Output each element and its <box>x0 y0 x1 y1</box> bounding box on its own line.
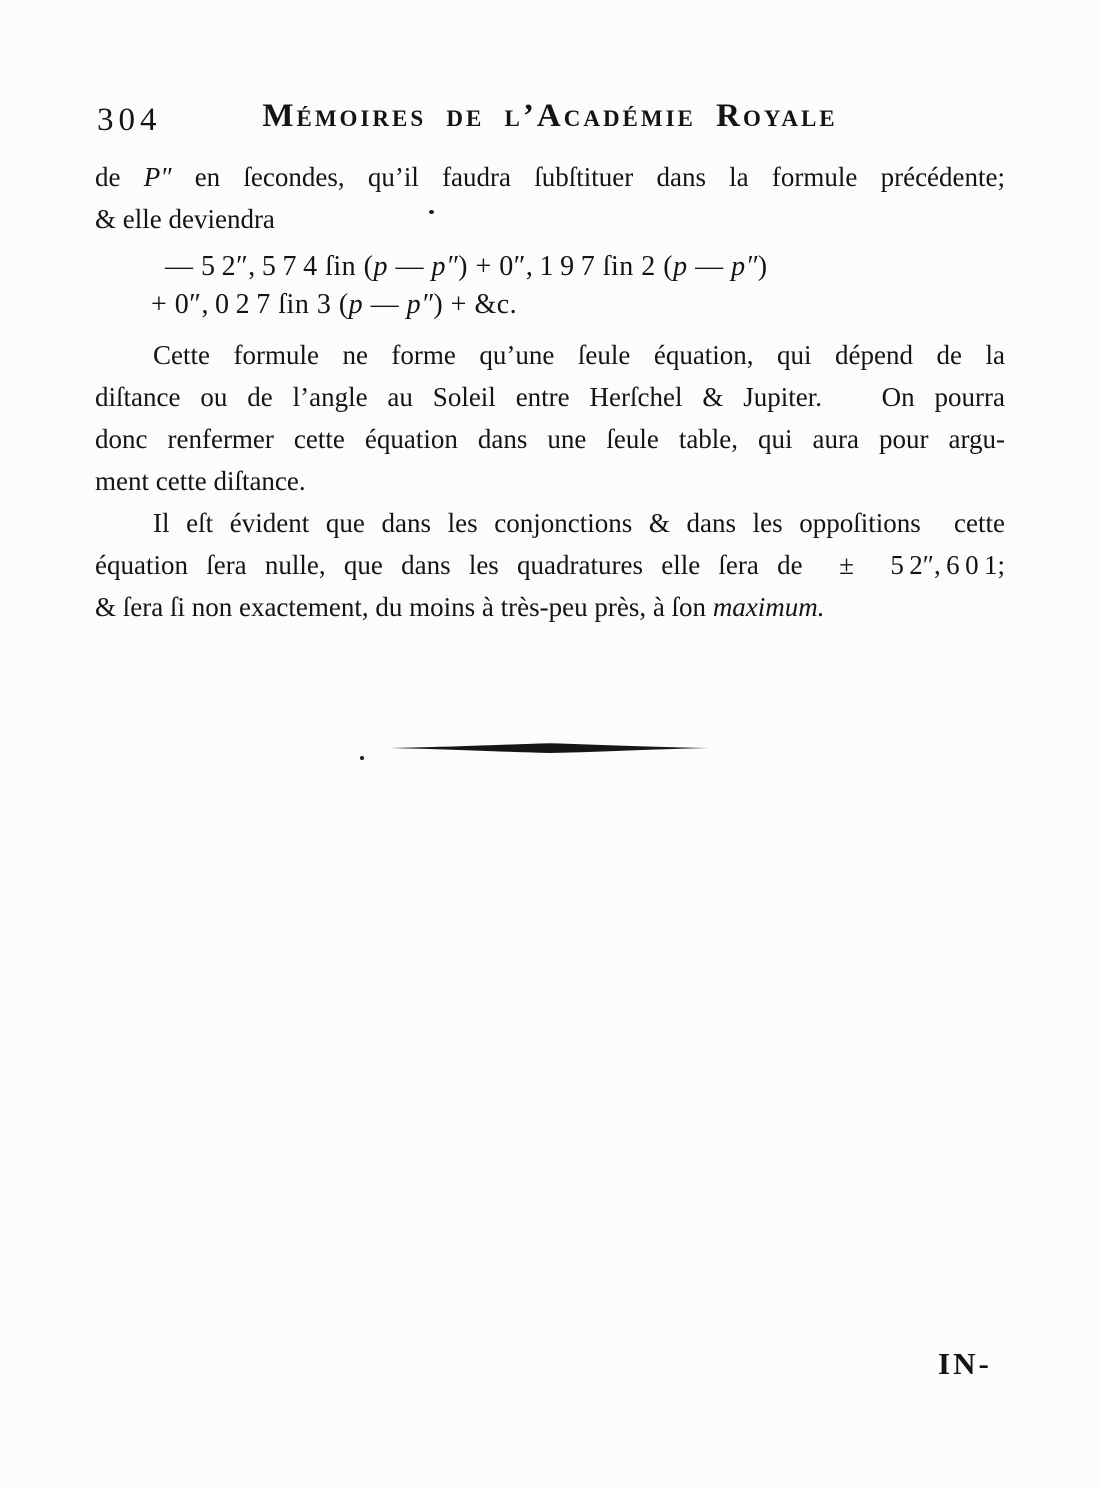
paragraph-1-line-4: ment cette diſtance. <box>95 466 306 496</box>
variable-P-doubleprime: P″ <box>143 162 172 192</box>
formula-segment: — 5 2″, 5 7 4 ſin ( <box>165 251 374 282</box>
minus-operator: — <box>687 251 732 282</box>
formula-segment: + 0″, 0 2 7 ſin 3 ( <box>151 289 349 320</box>
intro-line-1 <box>95 156 1005 198</box>
paragraph-1 <box>95 334 1005 502</box>
paragraph-1-line-2: diſtance ou de l’angle au Soleil entre Herſchel & Jupiter. On pourra <box>95 382 1005 412</box>
formula-segment: ) + &c. <box>433 289 518 320</box>
minus-operator: — <box>363 289 407 320</box>
variable-p: p <box>373 251 388 282</box>
paragraph-1-line-3: donc renfermer cette équation dans une ſeule table, qui aura pour argu- <box>95 424 1005 454</box>
minus-operator: — <box>387 251 432 282</box>
ink-speck <box>360 756 364 760</box>
formula-segment: ) + 0″, 1 9 7 ſin 2 ( <box>458 251 674 282</box>
equation-line-2 <box>151 286 1005 324</box>
variable-p-doubleprime: p″ <box>731 251 758 282</box>
variable-p-doubleprime: p″ <box>406 289 434 320</box>
paragraph-2-line-1: Il eſt évident que dans les conjonctions & dans les oppoſitions cette <box>153 508 1005 538</box>
variable-p: p <box>673 251 688 282</box>
formula-segment: ) <box>757 251 768 282</box>
equation-line-1 <box>151 248 1005 286</box>
variable-p-doubleprime: p″ <box>431 251 459 282</box>
ink-speck <box>429 210 434 214</box>
page-number: 304 <box>97 102 162 138</box>
section-divider <box>0 740 1100 756</box>
text-segment: de <box>95 162 144 192</box>
catchword: IN- <box>938 1346 992 1381</box>
intro-line-2: & elle deviendra <box>95 204 275 234</box>
text-segment: en ſecondes, qu’il faudra ſubſtituer dans la formule précédente; <box>171 162 1006 192</box>
paragraph-2 <box>95 502 1005 628</box>
variable-p: p <box>348 289 364 320</box>
text-block <box>95 156 1005 628</box>
paragraph-1-line-1: Cette formule ne forme qu’une ſeule équation, qui dépend de la <box>153 340 1005 370</box>
text-segment: & ſera ſi non exactement, du moins à très-peu près, à ſon <box>95 592 713 622</box>
equation-block <box>151 248 1005 324</box>
tapered-rule-icon <box>389 740 711 756</box>
paragraph-2-line-2: équation ſera nulle, que dans les quadratures elle ſera de ± 5 2″, 6 0 1; <box>95 550 1005 580</box>
italic-word-maximum: maximum. <box>712 592 825 622</box>
running-title: Mémoires de l’Académie Royale <box>262 98 838 134</box>
paragraph-2-line-3 <box>95 586 1005 628</box>
